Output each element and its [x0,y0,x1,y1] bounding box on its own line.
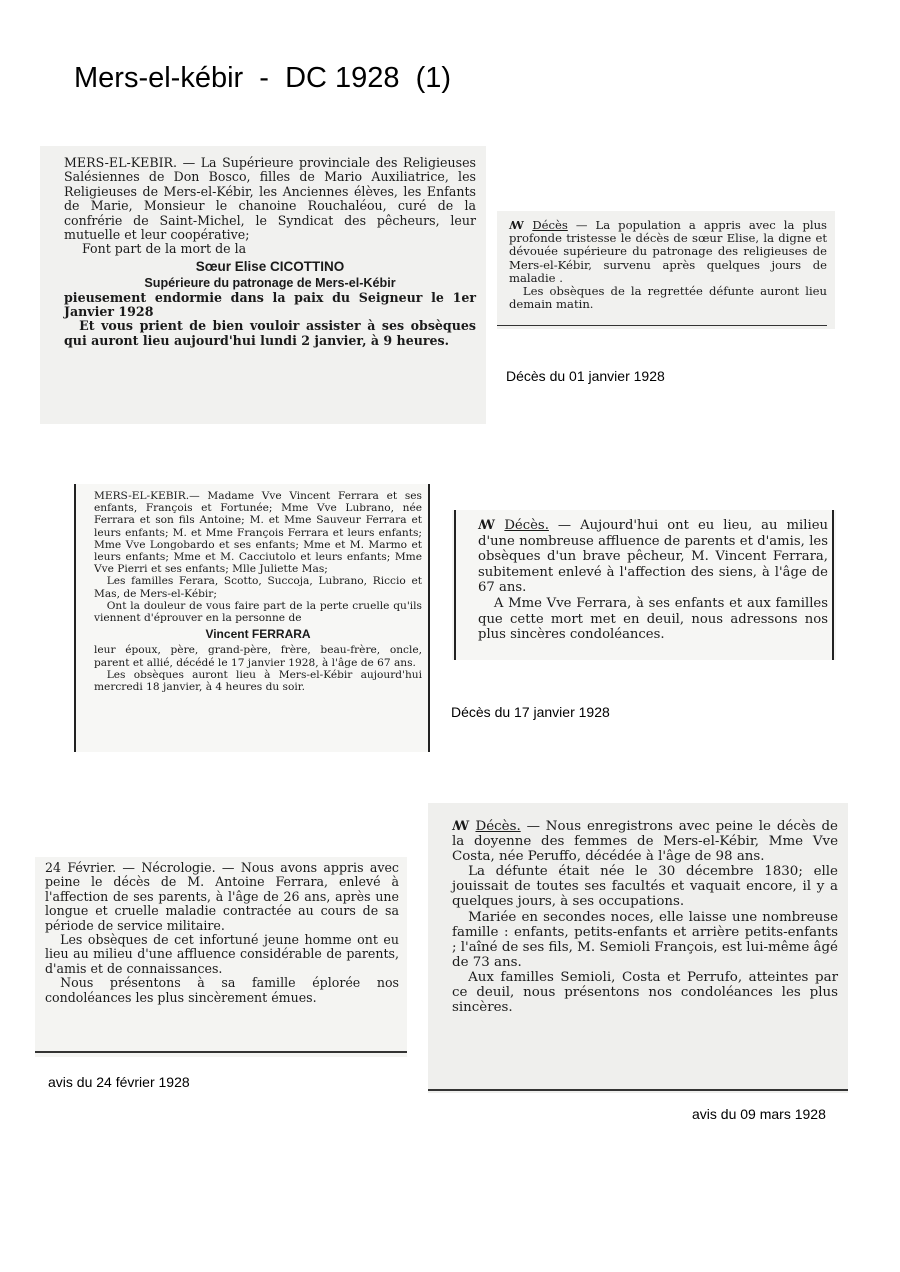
deceased-name: Sœur Elise CICOTTINO [195,258,345,274]
ornament-icon: ꟿ [509,218,533,232]
notice-families: Les familles Ferara, Scotto, Succoja, Lubrano, Riccio et Mas, de Mers-el-Kébir; [94,575,422,600]
notice-detail: pieusement endormie dans la paix du Seigneur le 1er Janvier 1928 [64,289,476,320]
deceased-role: Supérieure du patronage de Mers-el-Kébir [144,276,396,291]
deces-heading: Décès. [475,819,521,834]
deces-family: Mariée en secondes noces, elle laisse une nombreuse famille : enfants, petits-enfants et arrière petits-enfants ; l'aîné de ses fils, M. Semioli François, est lui-même âgé de 73 ans. [452,909,838,970]
page-title: Mers-el-kébir - DC 1928 (1) [74,62,452,94]
deces-condolence: A Mme Vve Ferrara, à ses enfants et aux familles que cette mort met en deuil, nous adressons nos plus sincères condoléances. [478,595,828,643]
left-border [454,510,456,660]
ornament-icon: ꟿ [478,518,505,533]
necrologie-condolence: Nous présentons à sa famille éplorée nos condoléances les plus sincèrement émues. [45,975,399,1005]
notice-invite: Et vous prient de bien vouloir assister à ses obsèques qui auront lieu aujourd'hui lundi 2 janvier, à 9 heures. [64,318,476,348]
clipping-cicottino-notice [40,146,486,424]
notice-detail: leur époux, père, grand-père, frère, beau-frère, oncle, parent et allié, décédé le 17 janvier 1928, à l'âge de 67 ans. [94,644,422,669]
divider [428,1089,848,1091]
ornament-icon: ꟿ [452,818,476,834]
necrologie-funeral: Les obsèques de cet infortuné jeune homme ont eu lieu au milieu d'une affluence considérable de parents, d'amis et de connaissances. [45,932,399,976]
notice-lead: MERS-EL-KEBIR. — La Supérieure provinciale des Religieuses Salésiennes de Don Bosco, filles de Mario Auxiliatrice, les Religieuses de Mers-el-Kébir, les Anciennes élèves, les Enfants de Marie, Monsieur le chanoine Rouchaléou, curé de la confrérie de Saint-Michel, le Syndicat des pêcheurs, leur mutuelle et leur coopérative; [64,155,476,243]
notice-funeral: Les obsèques auront lieu à Mers-el-Kébir aujourd'hui mercredi 18 janvier, à 4 heures du soir. [94,668,422,694]
deces-body: — Aujourd'hui ont eu lieu, au milieu d'une nombreuse affluence de parents et d'amis, les obsèques d'un brave pêcheur, M. Vincent Ferrara, subitement enlevé à l'affection des siens, à l'âge de 67 ans. [478,518,828,596]
deces-body: — Nous enregistrons avec peine le décès de la doyenne des femmes de Mers-el-Kébir, Mme Vve Costa, née Peruffo, décédée à l'âge de 98 ans. [452,819,838,865]
left-border [74,484,76,752]
clipping-ferrara-notice [74,484,430,752]
divider [35,1051,407,1053]
clipping-deces-costa [428,803,848,1093]
deces-condolence: Aux familles Semioli, Costa et Perrufo, atteintes par ce deuil, nous présentons nos condoléances les plus sincères. [452,969,838,1016]
divider [497,325,827,327]
caption-mar-09: avis du 09 mars 1928 [692,1106,826,1122]
caption-jan-17: Décès du 17 janvier 1928 [451,704,610,720]
caption-jan-01: Décès du 01 janvier 1928 [506,368,665,384]
deceased-name: Vincent FERRARA [205,627,311,642]
caption-feb-24: avis du 24 février 1928 [48,1074,190,1090]
notice-sorrow: Ont la douleur de vous faire part de la perte cruelle qu'ils viennent d'éprouver en la personne de [94,599,422,625]
necrologie-body: 24 Février. — Nécrologie. — Nous avons appris avec peine le décès de M. Antoine Ferrara, enlevé à l'affection de ses parents, à l'âge de 26 ans, après une longue et cruelle maladie contractée au cours de sa période de service militaire. [45,860,399,933]
right-border [832,510,834,660]
deces-funeral: Les obsèques de la regrettée défunte auront lieu demain matin. [509,284,827,312]
notice-lead: MERS-EL-KEBIR.— Madame Vve Vincent Ferrara et ses enfants, François et Fortunée; Mme Vve Lubrano, née Ferrara et son fils Antoine; M. et Mme Sauveur Ferrara et leurs enfants; M. et Mme François Ferrara et leurs enfants; Mme Vve Longobardo et ses enfants; Mme et M. Marmo et leurs enfants; Mme et M. Cacciutolo et leurs enfants; Mme Vve Pierri et ses enfants; Mlle Juliette Mas; [94,490,422,576]
deces-heading: Décès [532,218,568,232]
deces-born: La défunte était née le 30 décembre 1830; elle jouissait de toutes ses facultés et vaquait encore, il y a quelques jours, à ses occupations. [452,864,838,910]
right-border [428,484,430,752]
clipping-deces-soeur-elise [497,211,835,329]
deces-heading: Décès. [504,518,549,533]
clipping-necrologie-antoine [35,857,407,1057]
deces-body: — La population a appris avec la plus profonde tristesse le décès de sœur Elise, la digne et dévouée supérieure du patronage des religieuses de Mers-el-Kébir, survenu après quelques jours de maladie . [509,218,827,285]
notice-line: Font part de la mort de la [82,241,247,257]
clipping-deces-ferrara [452,510,836,660]
